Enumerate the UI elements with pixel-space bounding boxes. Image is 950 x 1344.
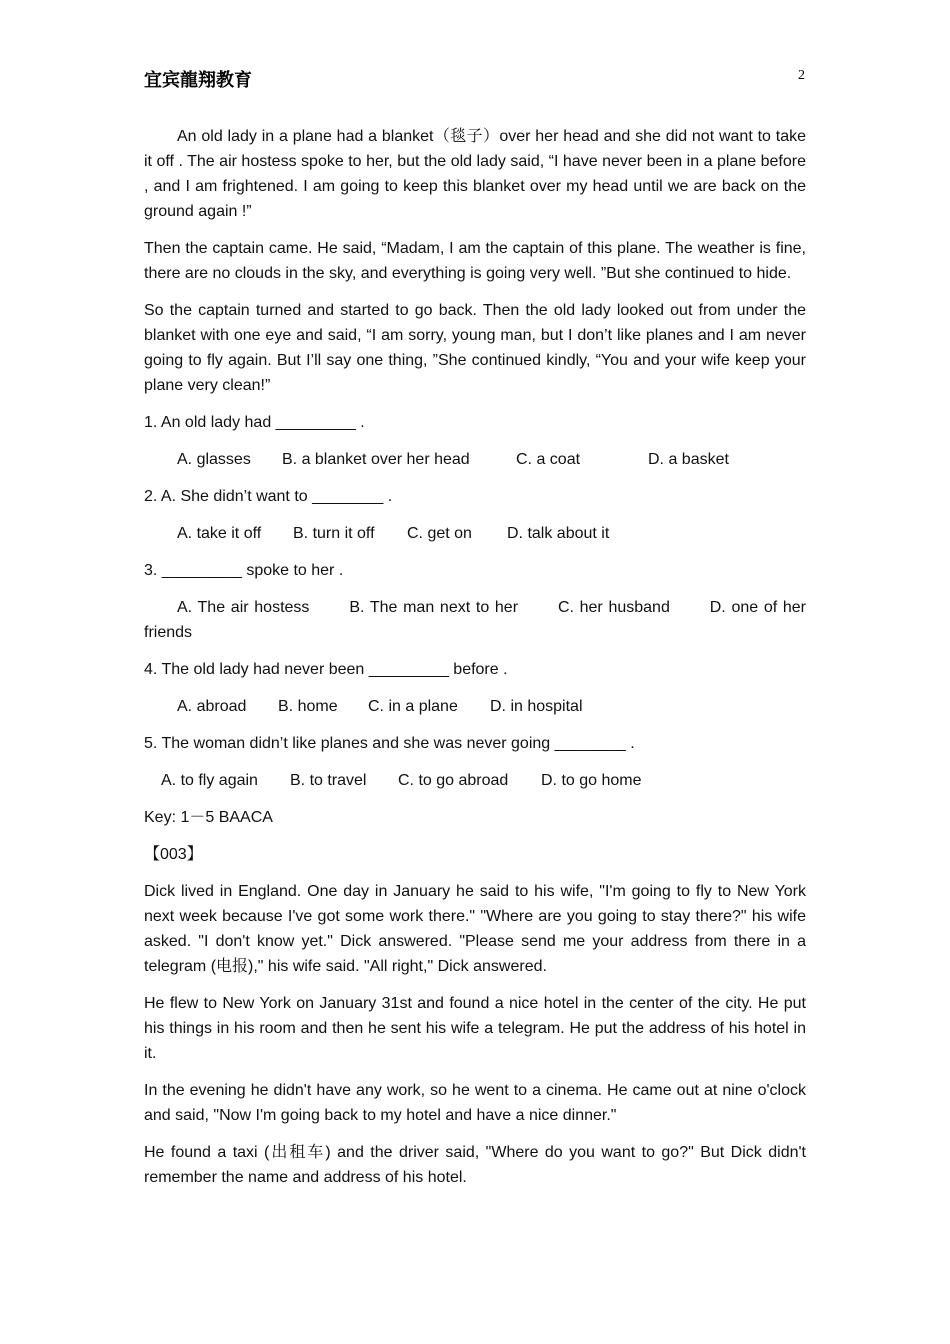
question-2: 2. A. She didn’t want to ________ . [144, 488, 393, 505]
answer-key: Key: 1－5 BAACA [144, 809, 273, 826]
passage1-paragraph-1: An old lady in a plane had a blanket（毯子）over her head and she did not want to take it off . The air hostess spoke to her, but the old lady said, “I have never been in a plane before , and I am frightened. I am going to keep this blanket over my head until we are back on the ground again !” [144, 128, 806, 220]
question-1: 1. An old lady had _________ . [144, 414, 365, 431]
option: D. in hospital [490, 698, 583, 715]
passage1-paragraph-3: So the captain turned and started to go back. Then the old lady looked out from under the blanket with one eye and said, “I am sorry, young man, but I don’t like planes and I am never going to fly again. But I’ll say one thing, ”She continued kindly, “You and your wife keep your plane very clean!” [144, 302, 806, 394]
option: D. a basket [648, 451, 729, 468]
option: B. home [278, 698, 338, 715]
option: A. abroad [177, 698, 247, 715]
option: D. talk about it [507, 525, 610, 542]
option: A. The air hostess [177, 599, 310, 616]
option: A. take it off [177, 525, 262, 542]
question-2-options [177, 521, 806, 546]
question-5-options [161, 768, 806, 793]
option: C. a coat [516, 451, 581, 468]
option: C. in a plane [368, 698, 458, 715]
option: C. get on [407, 525, 472, 542]
header-title: 宜宾龍翔教育 [144, 70, 252, 91]
option: D. one of her friends [144, 599, 807, 641]
passage2-paragraph-3: In the evening he didn't have any work, so he went to a cinema. He came out at nine o'clock and said, "Now I'm going back to my hotel and have a nice dinner." [144, 1082, 806, 1124]
passage2-paragraph-2: He flew to New York on January 31st and found a nice hotel in the center of the city. He put his things in his room and then he sent his wife a telegram. He put the address of his hotel in it. [144, 995, 806, 1062]
question-4-options [177, 694, 806, 719]
option: B. turn it off [293, 525, 375, 542]
passage2-paragraph-4: He found a taxi (出租车) and the driver said, "Where do you want to go?" But Dick didn't remember the name and address of his hotel. [144, 1144, 806, 1186]
option: A. glasses [177, 451, 251, 468]
option: B. a blanket over her head [282, 451, 470, 468]
option: B. to travel [290, 772, 367, 789]
question-3: 3. _________ spoke to her . [144, 562, 344, 579]
option: D. to go home [541, 772, 642, 789]
section-label: 【003】 [144, 846, 203, 863]
option: C. her husband [557, 599, 670, 616]
page-number: 2 [798, 68, 805, 83]
passage2-paragraph-1: Dick lived in England. One day in January he said to his wife, "I'm going to fly to New York next week because I've got some work there." "Where are you going to stay there?" his wife asked. "I don't know yet." Dick answered. "Please send me your address from there in a telegram (电报)," his wife said. "All right," Dick answered. [144, 883, 806, 975]
question-5: 5. The woman didn’t like planes and she was never going ________ . [144, 735, 635, 752]
document-body [144, 124, 806, 1202]
option: B. The man next to her [349, 599, 519, 616]
question-1-options [177, 447, 806, 472]
option: A. to fly again [161, 772, 258, 789]
passage1-paragraph-2: Then the captain came. He said, “Madam, I am the captain of this plane. The weather is fine, there are no clouds in the sky, and everything is going very well. ”But she continued to hide. [144, 240, 806, 282]
question-4: 4. The old lady had never been _________ before . [144, 661, 508, 678]
option: C. to go abroad [398, 772, 509, 789]
question-3-options [144, 595, 806, 645]
